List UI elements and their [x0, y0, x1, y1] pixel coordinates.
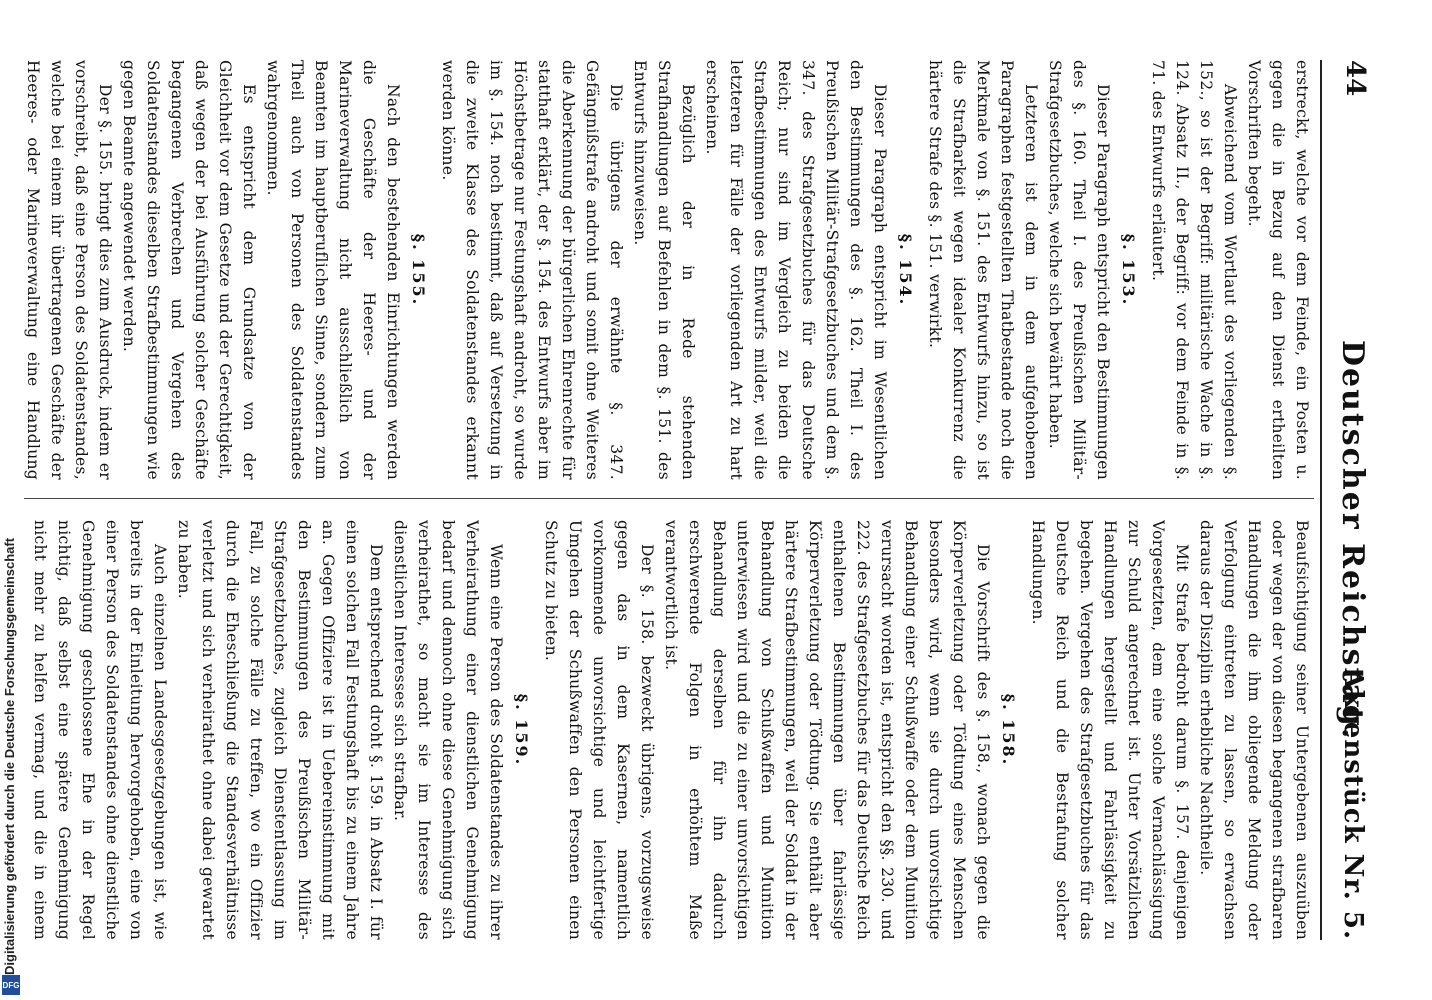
left-column: [24, 60, 1314, 480]
paragraph: Dem entsprechend droht §. 159. in Absatz I. für einen solchen Fall Festungshaft bis zu einem Jahre an. Gegen Offiziere ist in Uebereinstimmung mit den Bestimmungen des Preußischen Militär-Strafgesetzbuches, zugleich Dienstentlassung im Fall, zu solche Fälle zu treffen, wo ein Offizier durch die Eheschließung die Standesverhältnisse verletzt und sich verheirathet ohne dabei gewartet zu haben.: [175, 520, 385, 940]
paragraph: Abweichend vom Wortlaut des vorliegenden §. 152., so ist der Begriff: militärische Wache in §. 124. Absatz II., der Begriff: vor dem Feinde in §. 71. des Entwurfs erläutert.: [1149, 60, 1239, 480]
paragraph: Beaufsichtigung seiner Untergebenen auszuüben oder wegen der von diesen begangenen strafbaren Handlungen die ihm obliegende Meldung oder Verfolgung eintreten zu lassen, so erwachsen daraus der Disziplin erhebliche Nachtheile.: [1197, 520, 1311, 940]
paragraph: Dieser Paragraph entspricht im Wesentlichen den Bestimmungen des §. 162. Theil I. des Preußischen Militär-Strafgesetzbuches und dem §. 347. des Strafgesetzbuches für das Deutsche Reich; nur sind im Vergleich zu beiden die Strafbestimmungen des Entwurfs milder, weil die letzteren für Fälle der vorliegenden Art zu hart erscheinen.: [703, 60, 889, 480]
paragraph: Bezüglich der in Rede stehenden Strafhandlungen auf Befehlen in dem §. 151. des Entwurfs hinzuweisen.: [631, 60, 697, 480]
paragraph: Wenn eine Person des Soldatenstandes zu ihrer Verheirathung einer dienstlichen Genehmigung bedarf und dennoch ohne diese Genehmigung sich verheirathet, so macht sie im Interesse des dienstlichen Interesses sich strafbar.: [391, 520, 505, 940]
paragraph: Mit Strafe bedroht darum §. 157. denjenigen Vorgesetzten, dem eine solche Vernachlässigung zur Schuld angerechnet ist. Unter Vorsätzlichen Handlungen hergestellt und Fahrlässigkeit zu begehen. Vergehen des Strafgesetzbuches für das Deutsche Reich und die Bestrafung solcher Handlungen.: [1029, 520, 1191, 940]
page-title: Deutscher Reichstag.: [1335, 340, 1370, 741]
paragraph: Dieser Paragraph entspricht den Bestimmungen des §. 160. Theil I. des Preußischen Militär-Strafgesetzbuches, welche sich bewährt haben.: [1046, 60, 1112, 480]
section-label: §. 158.: [999, 693, 1018, 767]
section-label: §. 159.: [512, 693, 531, 767]
right-column: [24, 520, 1314, 940]
paragraph: Der §. 155. bringt dies zum Ausdruck, indem er vorschreibt, daß eine Person des Soldatenstandes, welche bei einem ihr übertragenen Geschäfte der Heeres- oder Marineverwaltung eine Handlung: [24, 60, 114, 480]
section-label: §. 153.: [1119, 233, 1138, 307]
paragraph: Letzteren ist dem in dem aufgehobenen Paragraphen festgestellten Thatbestande noch die Merkmale von §. 151. des Entwurfs hinzu, so ist die Strafbarkeit wegen idealer Konkurrenz die härtere Strafe des §. 151. verwirkt.: [926, 60, 1040, 480]
header-rule: [1320, 60, 1322, 940]
section-label: §. 155.: [409, 233, 428, 307]
page-subtitle: Aktenstück Nr. 5.: [1338, 668, 1368, 940]
digitization-credit: Digitalisierung gefördert durch die Deutsche Forschungsgemeinschaft: [2, 537, 17, 975]
paragraph: Es entspricht dem Grundsatze von der Gleichheit vor dem Gesetze und der Gerechtigkeit, daß wegen der bei Ausführung solcher Geschäfte begangenen Verbrechen und Vergehen des Soldatenstandes dieselben Strafbestimmungen wie gegen Beamte angewendet werden.: [120, 60, 258, 480]
paragraph: Der §. 158. bezweckt übrigens, vorzugsweise gegen das in dem Kasernen, namentlich vorkommende unvorsichtige und leichtfertige Umgehen der Schußwaffen den Personen einen Schutz zu bieten.: [542, 520, 656, 940]
paragraph: Auch einzelnen Landesgesetzgebungen ist, wie bereits in der Einleitung hervorgehoben, eine von einer Person des Soldatenstandes ohne dienstliche Genehmigung geschlossene Ehe in der Regel nichtig, daß selbst eine spätere Genehmigung nicht mehr zu helfen vermag, und die in einem: [31, 520, 169, 940]
paragraph: Die übrigens der erwähnte §. 347. Gefängnißstrafe androht und somit ohne Weiteres die Aberkennung der bürgerlichen Ehrenrechte für statthaft erklärt, der §. 154. des Entwurfs aber im Höchstbetrage nur Festungshaft androht, so wurde im §. 154. noch bestimmt, daß auf Versetzung in die zweite Klasse des Soldatenstandes erkannt werden könne.: [439, 60, 625, 480]
paragraph: Nach den bestehenden Einrichtungen werden die Geschäfte der Heeres- und der Marineverwaltung nicht ausschließlich von Beamten im hauptberuflichen Sinne, sondern zum Theil auch von Personen des Soldatenstandes wahrgenommen.: [264, 60, 402, 480]
dfg-logo-icon: DFG: [2, 975, 20, 995]
paragraph: Die Vorschrift des §. 158., wonach gegen die Körperverletzung oder Tödtung eines Menschen besonders wird, wenn sie durch unvorsichtige Behandlung einer Schußwaffe oder dem Munition verursacht worden ist, entspricht den §§. 230. und 222. des Strafgesetzbuches für das Deutsche Reich enthaltenen Bestimmungen über fahrlässige Körperverletzung oder Tödtung. Sie enthält aber härtere Strafbestimmungen, weil der Soldat in der Behandlung von Schußwaffen und Munition unterwiesen wird und die zu einer unvorsichtigen Behandlung derselben für ihn dadurch erschwerende Folgen in erhöhtem Maße verantwortlich ist.: [662, 520, 992, 940]
section-label: §. 154.: [896, 233, 915, 307]
column-divider: [24, 498, 1314, 499]
paragraph: erstreckt, welche vor dem Feinde, ein Posten u. gegen die in Bezug auf den Dienst ertheilten Vorschriften begeht.: [1245, 60, 1311, 480]
page-number: 44: [1340, 60, 1370, 97]
page-header: [1330, 60, 1370, 940]
